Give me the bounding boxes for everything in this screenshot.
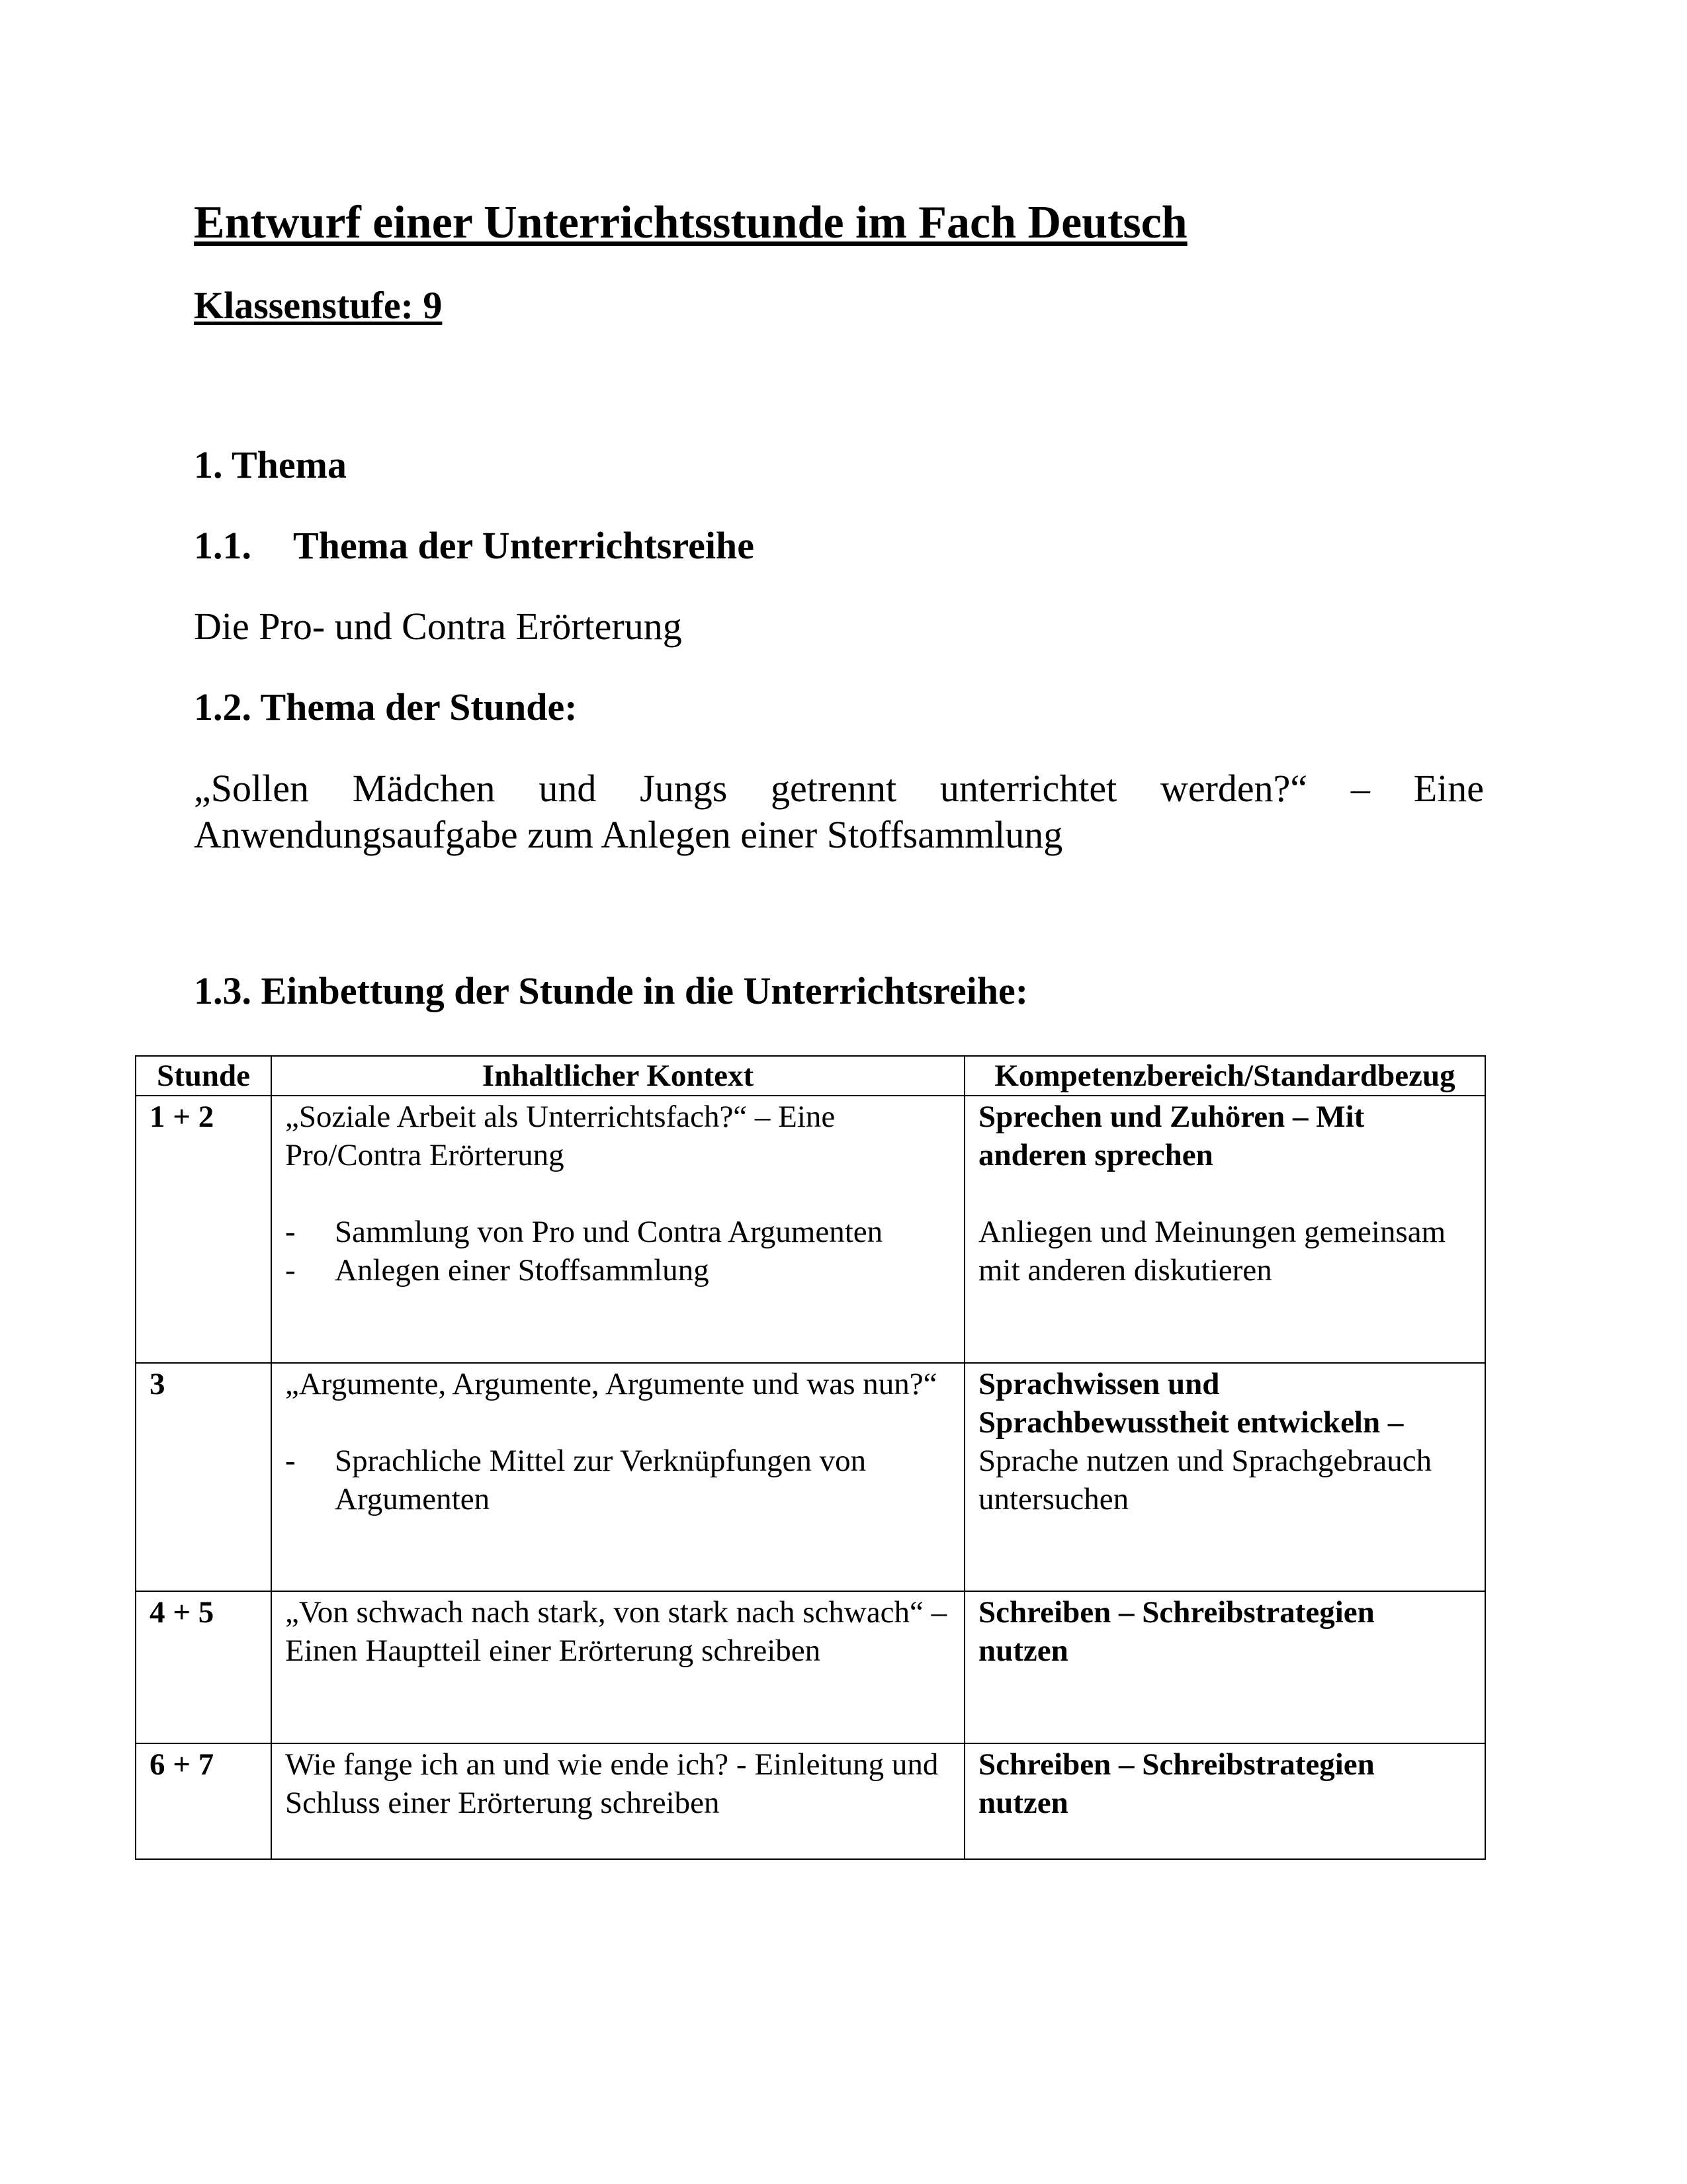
kompetenz-bereich: Schreiben – Schreibstrategien nutzen [978,1595,1375,1668]
kompetenz-cell [965,1363,1485,1591]
kontext-text: „Von schwach nach stark, von stark nach schwach“ – Einen Hauptteil einer Erörterung schreiben [285,1595,947,1668]
section-1-1-heading [194,523,754,569]
list-item: - Anlegen einer Stoffsammlung [285,1251,951,1289]
stunde-thema: „Sollen Mädchen und Jungs getrennt unterrichtet werden?“ – Eine Anwendungsaufgabe zum Anlegen einer Stoffsammlung [194,767,1484,856]
stunde-cell: 6 + 7 [136,1743,271,1859]
table-row [136,1096,1485,1363]
kontext-text: „Argumente, Argumente, Argumente und was nun?“ [285,1367,937,1401]
header-stunde: Stunde [136,1056,271,1096]
kontext-list [285,1442,951,1518]
section-1-3-heading: 1.3. Einbettung der Stunde in die Unterrichtsreihe: [194,969,1029,1012]
kontext-cell [271,1096,965,1363]
header-kompetenzbereich: Kompetenzbereich/Standardbezug [965,1056,1485,1096]
stunde-cell: 1 + 2 [136,1096,271,1363]
section-1-heading: 1. Thema [194,443,347,486]
section-1-2-heading: 1.2. Thema der Stunde: [194,685,578,728]
kontext-text: Wie fange ich an und wie ende ich? - Einleitung und Schluss einer Erörterung schreiben [285,1747,939,1820]
section-1-1-number: 1.1. [194,524,251,567]
stunde-cell: 3 [136,1363,271,1591]
section-1-1-label: Thema der Unterrichtsreihe [293,524,754,567]
unterrichtsreihe-table [135,1055,1486,1860]
document-title: Entwurf einer Unterrichtsstunde im Fach Deutsch [194,197,1188,248]
kompetenz-cell [965,1743,1485,1859]
kompetenz-bereich: Sprechen und Zuhören – Mit anderen sprechen [978,1100,1365,1172]
table-header-row [136,1056,1485,1096]
kontext-cell [271,1363,965,1591]
kompetenz-bereich: Schreiben – Schreibstrategien nutzen [978,1747,1375,1820]
kompetenz-cell [965,1591,1485,1743]
kontext-cell [271,1591,965,1743]
table-row [136,1591,1485,1743]
stunde-cell: 4 + 5 [136,1591,271,1743]
kompetenz-cell [965,1096,1485,1363]
kontext-list [285,1213,951,1289]
table-row [136,1363,1485,1591]
kompetenz-standard: Anliegen und Meinungen gemeinsam mit anderen diskutieren [978,1215,1446,1288]
header-inhaltlicher-kontext: Inhaltlicher Kontext [271,1056,965,1096]
kompetenz-standard: Sprache nutzen und Sprachgebrauch untersuchen [978,1444,1432,1516]
kontext-text: „Soziale Arbeit als Unterrichtsfach?“ – Eine Pro/Contra Erörterung [285,1100,836,1172]
kompetenz-bereich: Sprachwissen und Sprachbewusstheit entwickeln – [978,1367,1404,1440]
kontext-cell [271,1743,965,1859]
list-item: - Sammlung von Pro und Contra Argumenten [285,1213,951,1251]
table-row [136,1743,1485,1859]
reihe-thema: Die Pro- und Contra Erörterung [194,605,682,648]
list-item: - Sprachliche Mittel zur Verknüpfungen von Argumenten [285,1442,951,1518]
klassenstufe: Klassenstufe: 9 [194,284,443,327]
